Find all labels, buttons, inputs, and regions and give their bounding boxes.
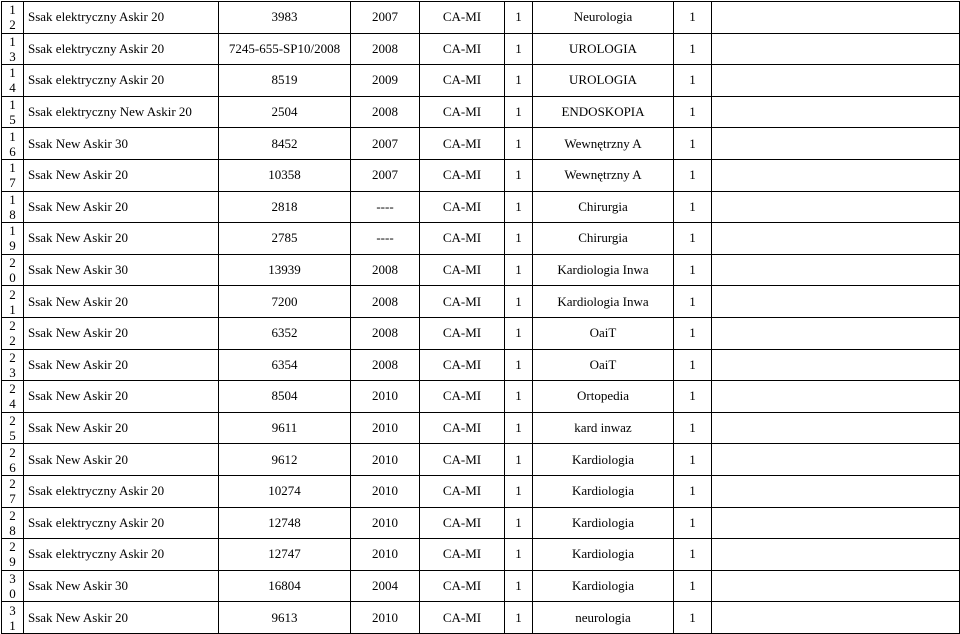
cell-qty: 1 <box>505 286 533 318</box>
num-text: 8504 <box>271 388 298 404</box>
cell-name: Ssak New Askir 20 <box>24 349 219 381</box>
cell-dept <box>533 191 674 223</box>
cell-cnt: 1 <box>674 223 712 255</box>
cell-num <box>219 412 351 444</box>
table-row <box>2 570 960 602</box>
cell-name: Ssak New Askir 20 <box>24 381 219 413</box>
num-text: 3983 <box>271 9 298 25</box>
cell-qty: 1 <box>505 317 533 349</box>
cell-year: 2009 <box>351 65 420 97</box>
cell-lp <box>2 349 24 381</box>
cell-lp <box>2 223 24 255</box>
cell-num <box>219 223 351 255</box>
dept-text: Kardiologia <box>571 451 635 467</box>
empty-cell <box>712 96 960 128</box>
cell-lp <box>2 96 24 128</box>
table-row <box>2 412 960 444</box>
empty-cell <box>712 507 960 539</box>
equipment-table <box>1 1 960 634</box>
cell-cnt: 1 <box>674 317 712 349</box>
cell-name: Ssak New Askir 20 <box>24 602 219 634</box>
cell-year: 2004 <box>351 570 420 602</box>
cell-lp <box>2 570 24 602</box>
cell-prod: CA-MI <box>420 317 505 349</box>
cell-prod: CA-MI <box>420 286 505 318</box>
cell-year: 2010 <box>351 602 420 634</box>
cell-prod: CA-MI <box>420 33 505 65</box>
num-text: 2818 <box>271 198 298 214</box>
cell-lp <box>2 254 24 286</box>
dept-text: Chirurgia <box>578 230 628 246</box>
cell-prod: CA-MI <box>420 602 505 634</box>
cell-lp <box>2 191 24 223</box>
cell-name: Ssak New Askir 20 <box>24 191 219 223</box>
cell-qty: 1 <box>505 33 533 65</box>
dept-text: ENDOSKOPIA <box>561 104 645 120</box>
empty-cell <box>712 286 960 318</box>
cell-num <box>219 570 351 602</box>
table-row <box>2 223 960 255</box>
cell-year: ---- <box>351 223 420 255</box>
empty-cell <box>712 33 960 65</box>
lp-text: 20 <box>9 255 16 286</box>
dept-text: Wewnętrzny A <box>564 167 642 183</box>
cell-name: Ssak elektryczny Askir 20 <box>24 475 219 507</box>
cell-cnt: 1 <box>674 286 712 318</box>
cell-cnt: 1 <box>674 96 712 128</box>
cell-prod: CA-MI <box>420 223 505 255</box>
lp-text: 17 <box>9 160 16 191</box>
cell-year: 2008 <box>351 96 420 128</box>
lp-text: 19 <box>9 223 16 254</box>
lp-text: 24 <box>9 381 16 412</box>
cell-cnt: 1 <box>674 381 712 413</box>
num-text: 9613 <box>271 609 298 625</box>
lp-text: 25 <box>9 413 16 444</box>
cell-year: 2007 <box>351 159 420 191</box>
cell-dept <box>533 159 674 191</box>
dept-text: UROLOGIA <box>569 40 637 56</box>
table-row <box>2 286 960 318</box>
cell-prod: CA-MI <box>420 254 505 286</box>
cell-qty: 1 <box>505 2 533 34</box>
table-row <box>2 33 960 65</box>
cell-num <box>219 65 351 97</box>
lp-text: 29 <box>9 539 16 570</box>
cell-cnt: 1 <box>674 475 712 507</box>
cell-qty: 1 <box>505 570 533 602</box>
cell-year: 2010 <box>351 444 420 476</box>
cell-name: Ssak New Askir 30 <box>24 570 219 602</box>
lp-text: 31 <box>9 602 16 633</box>
table-row <box>2 254 960 286</box>
cell-qty: 1 <box>505 507 533 539</box>
cell-name: Ssak New Askir 30 <box>24 254 219 286</box>
cell-lp <box>2 317 24 349</box>
cell-cnt: 1 <box>674 570 712 602</box>
cell-lp <box>2 286 24 318</box>
empty-cell <box>712 412 960 444</box>
cell-cnt: 1 <box>674 2 712 34</box>
cell-year: 2010 <box>351 412 420 444</box>
cell-year: 2010 <box>351 539 420 571</box>
empty-cell <box>712 570 960 602</box>
num-text: 10358 <box>268 167 301 183</box>
cell-prod: CA-MI <box>420 349 505 381</box>
empty-cell <box>712 381 960 413</box>
dept-text: Kardiologia <box>571 483 635 499</box>
cell-lp <box>2 412 24 444</box>
cell-dept <box>533 128 674 160</box>
num-text: 7200 <box>271 293 298 309</box>
cell-year: 2010 <box>351 507 420 539</box>
empty-cell <box>712 349 960 381</box>
cell-qty: 1 <box>505 602 533 634</box>
num-text: 6352 <box>271 325 298 341</box>
lp-text: 13 <box>9 33 16 64</box>
cell-cnt: 1 <box>674 539 712 571</box>
cell-qty: 1 <box>505 254 533 286</box>
cell-dept <box>533 65 674 97</box>
cell-lp <box>2 159 24 191</box>
cell-num <box>219 444 351 476</box>
cell-year: 2008 <box>351 33 420 65</box>
cell-prod: CA-MI <box>420 507 505 539</box>
cell-dept <box>533 381 674 413</box>
table-row <box>2 349 960 381</box>
cell-prod: CA-MI <box>420 475 505 507</box>
cell-prod: CA-MI <box>420 65 505 97</box>
table-row <box>2 539 960 571</box>
num-text: 13939 <box>268 262 301 278</box>
table-row <box>2 602 960 634</box>
table-row <box>2 96 960 128</box>
cell-name: Ssak New Askir 30 <box>24 128 219 160</box>
cell-num <box>219 602 351 634</box>
cell-prod: CA-MI <box>420 96 505 128</box>
cell-prod: CA-MI <box>420 570 505 602</box>
table-row <box>2 475 960 507</box>
cell-cnt: 1 <box>674 349 712 381</box>
cell-num <box>219 381 351 413</box>
cell-qty: 1 <box>505 349 533 381</box>
cell-num <box>219 128 351 160</box>
cell-dept <box>533 349 674 381</box>
cell-name: Ssak New Askir 20 <box>24 412 219 444</box>
cell-dept <box>533 223 674 255</box>
cell-dept <box>533 412 674 444</box>
cell-cnt: 1 <box>674 159 712 191</box>
lp-text: 14 <box>9 65 16 96</box>
cell-lp <box>2 2 24 34</box>
table-row <box>2 65 960 97</box>
cell-qty: 1 <box>505 96 533 128</box>
lp-text: 22 <box>9 318 16 349</box>
cell-qty: 1 <box>505 159 533 191</box>
num-text: 10274 <box>268 483 301 499</box>
cell-name: Ssak elektryczny New Askir 20 <box>24 96 219 128</box>
dept-text: OaiT <box>589 356 617 372</box>
cell-year: 2008 <box>351 349 420 381</box>
dept-text: kard inwaz <box>574 420 632 436</box>
lp-text: 27 <box>9 476 16 507</box>
cell-dept <box>533 602 674 634</box>
cell-num <box>219 317 351 349</box>
cell-prod: CA-MI <box>420 159 505 191</box>
cell-lp <box>2 444 24 476</box>
dept-text: OaiT <box>589 325 617 341</box>
empty-cell <box>712 65 960 97</box>
cell-qty: 1 <box>505 128 533 160</box>
cell-name: Ssak New Askir 20 <box>24 223 219 255</box>
num-text: 12748 <box>268 514 301 530</box>
cell-dept <box>533 2 674 34</box>
cell-lp <box>2 33 24 65</box>
cell-year: 2010 <box>351 475 420 507</box>
cell-num <box>219 507 351 539</box>
num-text: 9611 <box>271 420 298 436</box>
num-text: 2785 <box>271 230 298 246</box>
empty-cell <box>712 191 960 223</box>
cell-qty: 1 <box>505 65 533 97</box>
cell-prod: CA-MI <box>420 381 505 413</box>
cell-qty: 1 <box>505 412 533 444</box>
cell-year: 2008 <box>351 317 420 349</box>
dept-text: Wewnętrzny A <box>564 135 642 151</box>
dept-text: Ortopedia <box>577 388 629 404</box>
cell-qty: 1 <box>505 381 533 413</box>
cell-name: Ssak elektryczny Askir 20 <box>24 2 219 34</box>
cell-lp <box>2 65 24 97</box>
num-text: 7245-655-SP10/2008 <box>228 40 341 56</box>
num-text: 2504 <box>271 104 298 120</box>
cell-lp <box>2 381 24 413</box>
cell-year: 2008 <box>351 254 420 286</box>
dept-text: Kardiologia Inwa <box>557 293 649 309</box>
table-row <box>2 159 960 191</box>
cell-lp <box>2 507 24 539</box>
cell-qty: 1 <box>505 475 533 507</box>
cell-cnt: 1 <box>674 412 712 444</box>
cell-num <box>219 254 351 286</box>
num-text: 9612 <box>271 451 298 467</box>
cell-prod: CA-MI <box>420 2 505 34</box>
cell-prod: CA-MI <box>420 128 505 160</box>
table-row <box>2 317 960 349</box>
cell-name: Ssak New Askir 20 <box>24 286 219 318</box>
cell-qty: 1 <box>505 191 533 223</box>
empty-cell <box>712 254 960 286</box>
cell-prod: CA-MI <box>420 539 505 571</box>
cell-dept <box>533 539 674 571</box>
lp-text: 30 <box>9 570 16 601</box>
dept-text: UROLOGIA <box>569 72 637 88</box>
dept-text: Kardiologia <box>571 577 635 593</box>
empty-cell <box>712 223 960 255</box>
cell-year: 2007 <box>351 128 420 160</box>
cell-num <box>219 2 351 34</box>
cell-name: Ssak elektryczny Askir 20 <box>24 65 219 97</box>
table-row <box>2 128 960 160</box>
table-row <box>2 444 960 476</box>
cell-year: 2007 <box>351 2 420 34</box>
table-row <box>2 507 960 539</box>
cell-cnt: 1 <box>674 65 712 97</box>
cell-lp <box>2 475 24 507</box>
empty-cell <box>712 539 960 571</box>
cell-num <box>219 349 351 381</box>
cell-num <box>219 475 351 507</box>
cell-num <box>219 539 351 571</box>
cell-cnt: 1 <box>674 191 712 223</box>
cell-cnt: 1 <box>674 507 712 539</box>
dept-text: Chirurgia <box>578 198 628 214</box>
cell-cnt: 1 <box>674 254 712 286</box>
cell-num <box>219 286 351 318</box>
cell-name: Ssak New Askir 20 <box>24 159 219 191</box>
dept-text: Neurologia <box>573 9 633 25</box>
empty-cell <box>712 2 960 34</box>
num-text: 16804 <box>268 577 301 593</box>
cell-num <box>219 159 351 191</box>
cell-cnt: 1 <box>674 602 712 634</box>
cell-prod: CA-MI <box>420 191 505 223</box>
table-body <box>2 2 960 634</box>
table-row <box>2 381 960 413</box>
cell-num <box>219 191 351 223</box>
cell-dept <box>533 96 674 128</box>
cell-dept <box>533 444 674 476</box>
table-row <box>2 2 960 34</box>
empty-cell <box>712 444 960 476</box>
cell-dept <box>533 570 674 602</box>
cell-year: ---- <box>351 191 420 223</box>
cell-cnt: 1 <box>674 33 712 65</box>
dept-text: Kardiologia <box>571 546 635 562</box>
lp-text: 12 <box>9 2 16 33</box>
cell-name: Ssak elektryczny Askir 20 <box>24 33 219 65</box>
lp-text: 21 <box>9 286 16 317</box>
dept-text: Kardiologia <box>571 514 635 530</box>
num-text: 8519 <box>271 72 298 88</box>
lp-text: 28 <box>9 507 16 538</box>
cell-qty: 1 <box>505 223 533 255</box>
cell-name: Ssak elektryczny Askir 20 <box>24 507 219 539</box>
dept-text: neurologia <box>575 609 631 625</box>
cell-prod: CA-MI <box>420 412 505 444</box>
cell-dept <box>533 317 674 349</box>
lp-text: 26 <box>9 444 16 475</box>
cell-num <box>219 96 351 128</box>
cell-dept <box>533 475 674 507</box>
cell-year: 2010 <box>351 381 420 413</box>
lp-text: 18 <box>9 191 16 222</box>
empty-cell <box>712 602 960 634</box>
cell-cnt: 1 <box>674 128 712 160</box>
num-text: 12747 <box>268 546 301 562</box>
cell-lp <box>2 602 24 634</box>
lp-text: 15 <box>9 97 16 128</box>
cell-qty: 1 <box>505 444 533 476</box>
cell-lp <box>2 539 24 571</box>
empty-cell <box>712 475 960 507</box>
cell-cnt: 1 <box>674 444 712 476</box>
lp-text: 16 <box>9 128 16 159</box>
cell-dept <box>533 254 674 286</box>
cell-num <box>219 33 351 65</box>
empty-cell <box>712 159 960 191</box>
cell-lp <box>2 128 24 160</box>
cell-dept <box>533 507 674 539</box>
empty-cell <box>712 128 960 160</box>
cell-qty: 1 <box>505 539 533 571</box>
num-text: 8452 <box>271 135 298 151</box>
table-row <box>2 191 960 223</box>
cell-name: Ssak elektryczny Askir 20 <box>24 539 219 571</box>
cell-dept <box>533 286 674 318</box>
cell-prod: CA-MI <box>420 444 505 476</box>
cell-name: Ssak New Askir 20 <box>24 444 219 476</box>
cell-year: 2008 <box>351 286 420 318</box>
empty-cell <box>712 317 960 349</box>
cell-dept <box>533 33 674 65</box>
lp-text: 23 <box>9 349 16 380</box>
dept-text: Kardiologia Inwa <box>557 262 649 278</box>
num-text: 6354 <box>271 356 298 372</box>
cell-name: Ssak New Askir 20 <box>24 317 219 349</box>
